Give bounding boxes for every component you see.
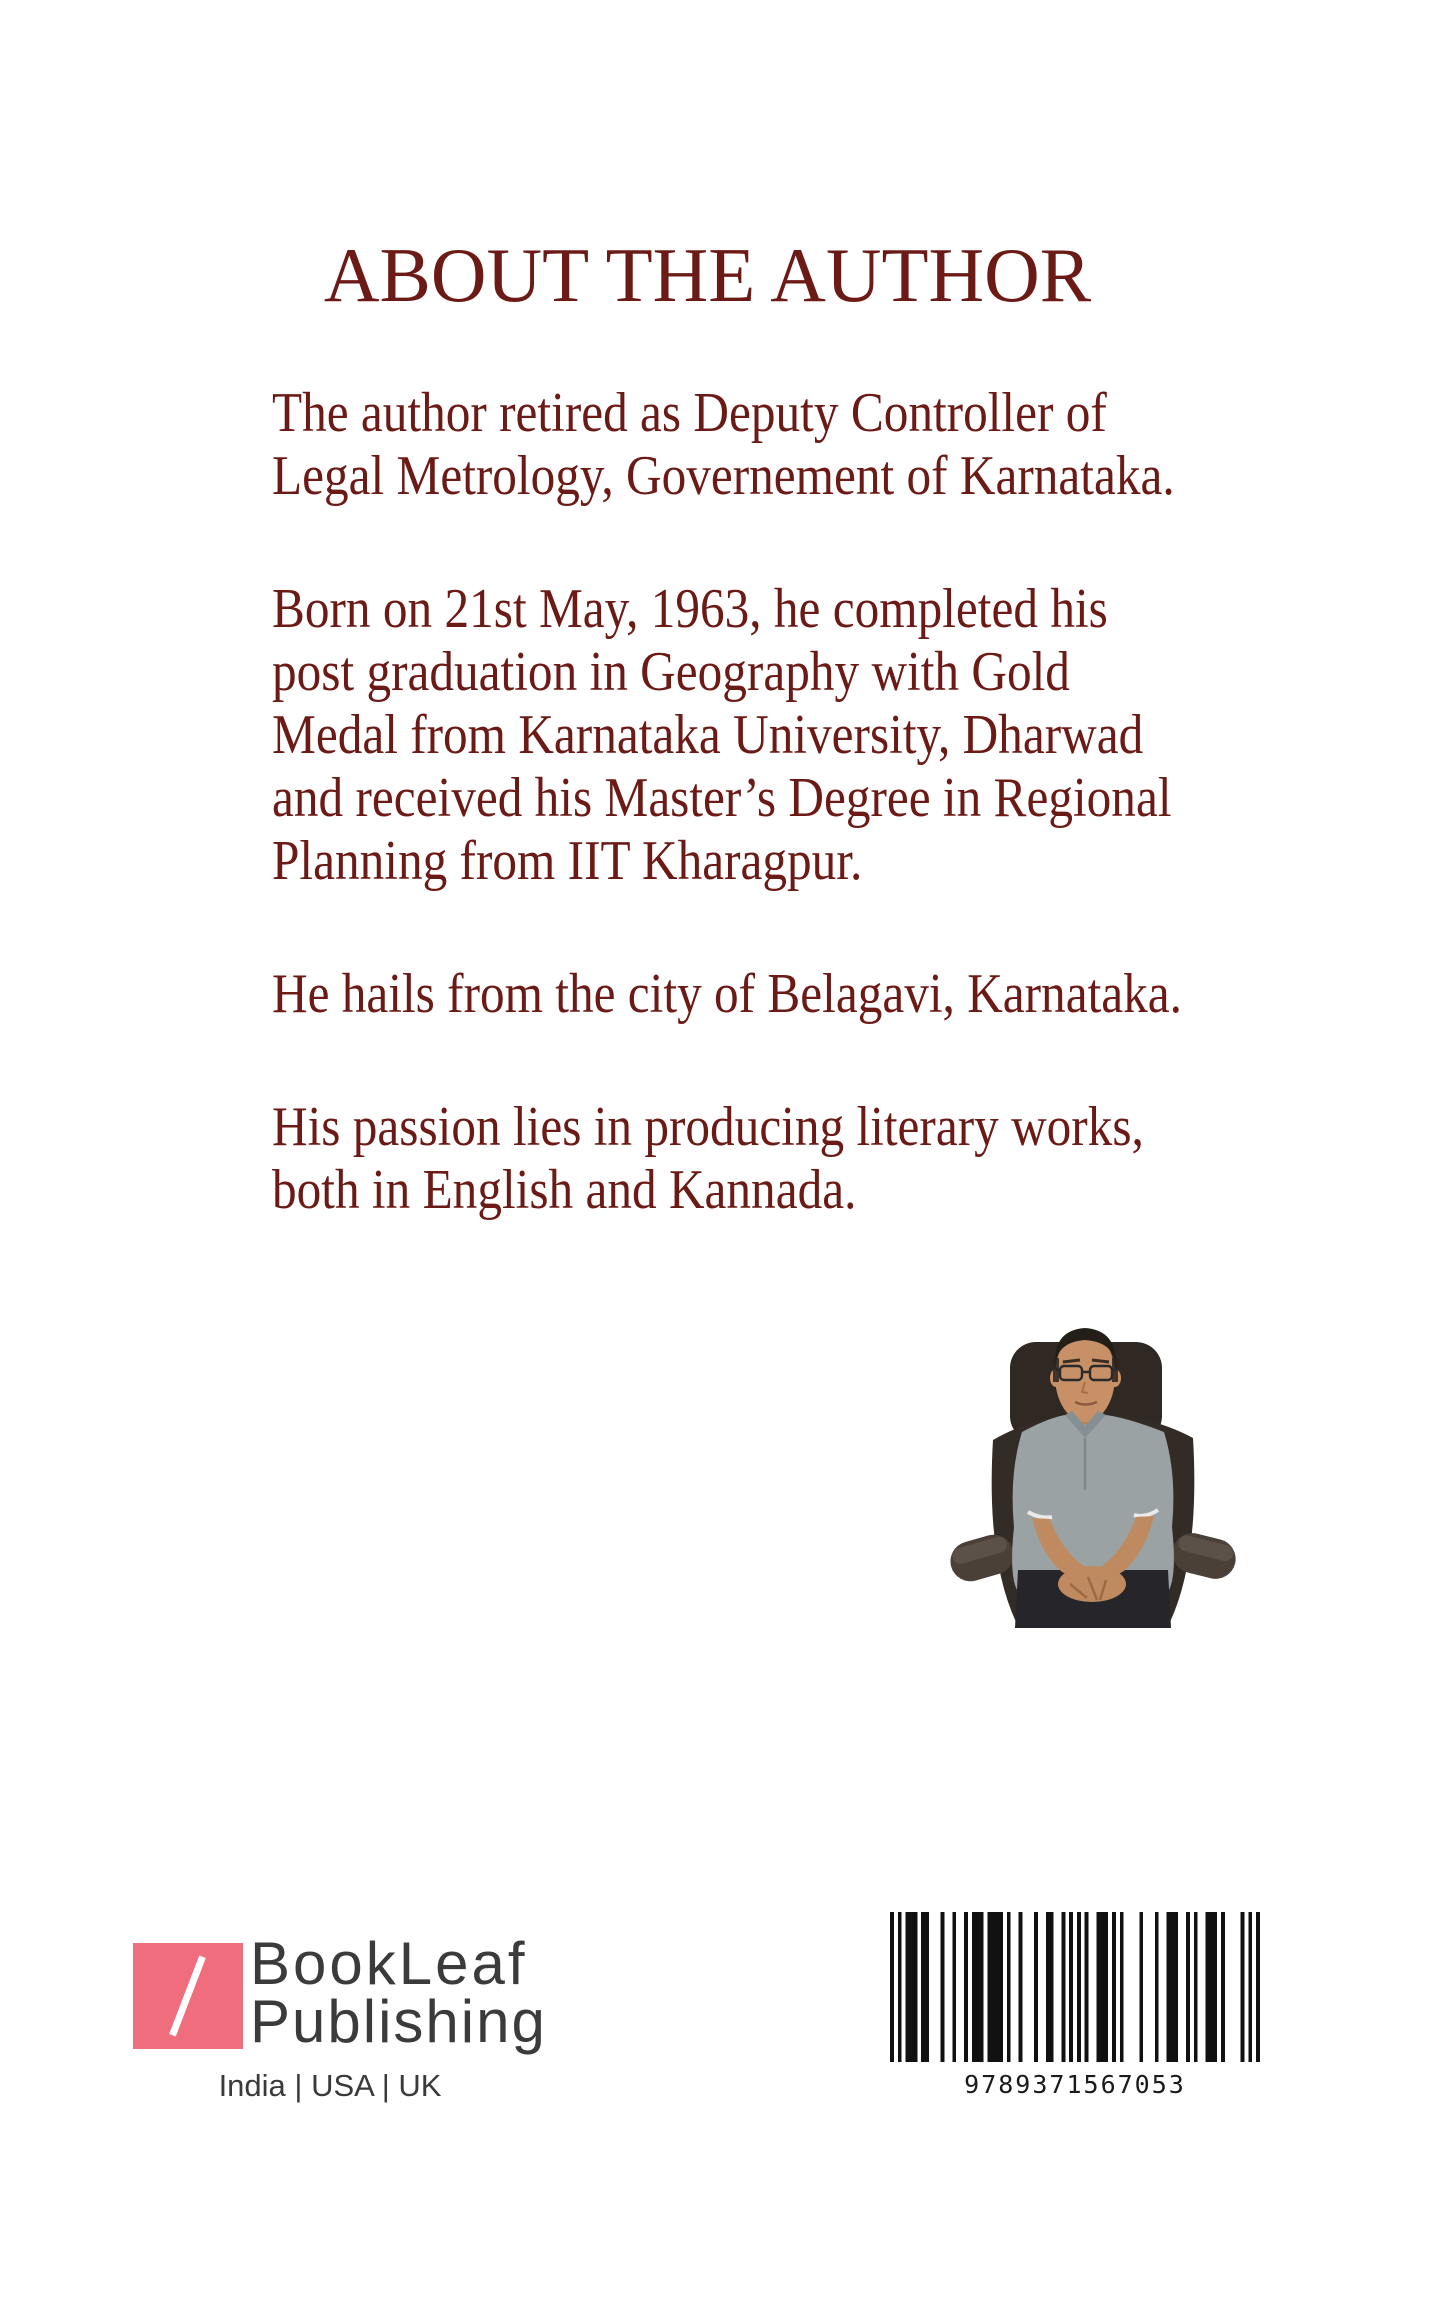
publisher-name — [250, 1930, 547, 2055]
publisher-regions: India | USA | UK — [218, 2068, 442, 2103]
text-line: and received his Master’s Degree in Regional — [272, 767, 1172, 829]
text-line: Legal Metrology, Governement of Karnataka. — [272, 445, 1175, 507]
text-line: His passion lies in producing literary works, — [272, 1096, 1144, 1158]
text-line: post graduation in Geography with Gold — [272, 641, 1070, 703]
text-line: Born on 21st May, 1963, he completed his — [272, 578, 1108, 640]
text-line: The author retired as Deputy Controller of — [272, 382, 1107, 444]
publisher-name-line2: Publishing — [250, 1988, 547, 2055]
about-paragraphs — [272, 382, 1240, 1292]
author-photo — [948, 1322, 1238, 1637]
text-line: He hails from the city of Belagavi, Karnataka. — [272, 963, 1182, 1025]
publisher-name-line1: BookLeaf — [250, 1930, 528, 1997]
paragraph-4 — [272, 1096, 1240, 1222]
about-title: ABOUT THE AUTHOR — [323, 232, 1092, 318]
paragraph-3 — [272, 963, 1240, 1026]
text-line: Planning from IIT Kharagpur. — [272, 830, 863, 892]
isbn-number: 9789371567053 — [964, 2070, 1186, 2099]
text-line: Medal from Karnataka University, Dharwad — [272, 704, 1144, 766]
logo-slash-icon — [169, 1956, 206, 2037]
publisher-logo-mark — [133, 1943, 243, 2049]
barcode — [890, 1912, 1260, 2062]
paragraph-1 — [272, 382, 1240, 508]
paragraph-2 — [272, 578, 1240, 893]
text-line: both in English and Kannada. — [272, 1159, 857, 1221]
